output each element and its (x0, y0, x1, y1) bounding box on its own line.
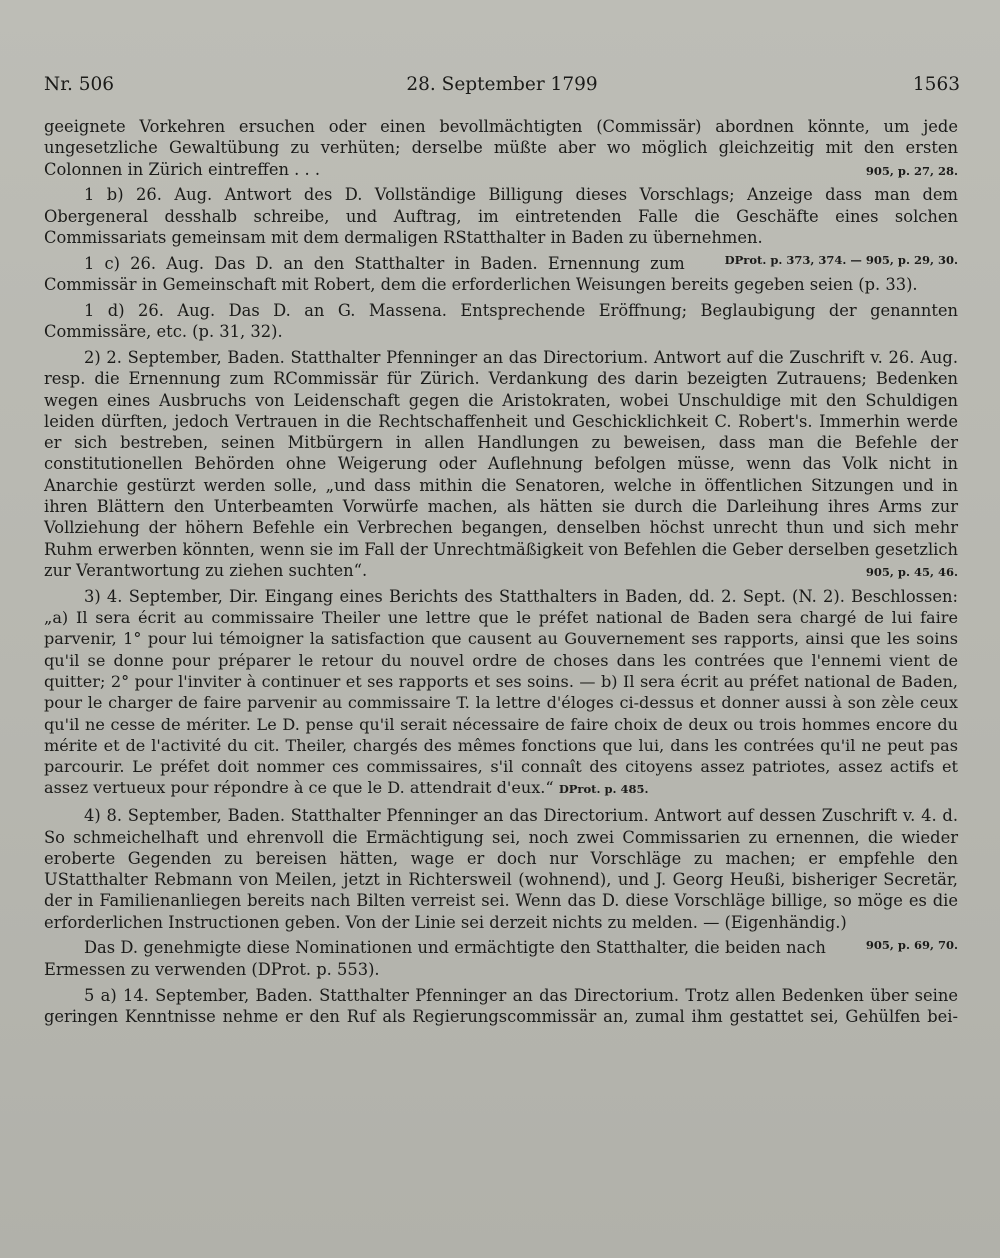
paragraph-3 (44, 586, 958, 801)
french-quotation: „a) Il sera écrit au commissaire Theiler une lettre que le préfet national de Baden sera chargé de lui faire parvenir, 1° pour lui témoigner la satisfaction que causent au Gouvernement ses rapports, ainsi que les soins qu'il se donne pour préparer le retour du nouvel ordre de choses dans les contrées que l'ennemi vient de quitter; 2° pour l'inviter à continuer et ses rapports et ses soins. — b) Il sera écrit au préfet national de Baden, pour le charger de faire parvenir au commissaire T. la lettre d'éloges ci-dessus et donner aussi à son zèle ceux qu'il ne cesse de mériter. Le D. pense qu'il serait nécessaire de faire choix de deux ou trois hommes encore du mérite et de l'activité du cit. Theiler, chargés des mêmes fonctions que lui, dans les contrées qu'il ne peut pas parcourir. Le préfet doit nommer ces commissaires, s'il connaît des citoyens assez patriotes, assez actifs et assez vertueux pour répondre à ce que le D. attendrait d'eux.“ (44, 608, 958, 798)
paragraph-lead: 3) 4. September, Dir. Eingang eines Berichts des Statthalters in Baden, dd. 2. Sept. (N. 2). Beschlossen: (84, 586, 958, 606)
page-header (44, 74, 960, 100)
source-reference: DProt. p. 373, 374. — 905, p. 29, 30. (724, 253, 958, 268)
paragraph-text: 1 b) 26. Aug. Antwort des D. Vollständige Billigung dieses Vorschlags; Anzeige dass man dem Obergeneral desshalb schreibe, und Auftrag, im eintretenden Falle die Geschäfte eines solchen Commissariats gemeinsam mit dem dermaligen RStatthalter in Baden zu übernehmen. (44, 185, 958, 247)
source-reference: DProt. p. 485. (558, 782, 649, 797)
document-number: Nr. 506 (44, 74, 115, 95)
paragraph-5a (44, 985, 958, 1028)
source-reference: 905, p. 45, 46. (865, 564, 958, 579)
paragraph-text: 1 c) 26. Aug. Das D. an den Statthalter in Baden. Ernennung zum Commissär in Gemeinschaft mit Robert, dem die erforderlichen Weisungen bereits gegeben seien (p. 33). (44, 253, 918, 295)
paragraph-2 (44, 347, 958, 581)
source-reference: 905, p. 69, 70. (865, 937, 958, 952)
paragraph-text: 4) 8. September, Baden. Statthalter Pfenninger an das Directorium. Antwort auf dessen Zuschrift v. 4. d. So schmeichelhaft und ehrenvoll die Ermächtigung sei, noch zwei Commissarien zu ernennen, die wieder eroberte Gegenden zu bereisen hätten, wage er doch nur Vorschläge zu machen; er empfehle den UStatthalter Rebmann von Meilen, jetzt in Richtersweil (wohnend), und J. Georg Heußi, bisheriger Secretär, der in Familienanliegen bereits nach Bilten verreist sei. Wenn das D. diese Vorschläge billige, so möge es die erforderlichen Instructionen geben. Von der Linie sei derzeit nichts zu melden. — (Eigenhändig.) (44, 806, 958, 932)
page-number: 1563 (912, 74, 960, 95)
paragraph-1d (44, 300, 958, 343)
source-reference: 905, p. 27, 28. (865, 163, 958, 178)
paragraph-text: Das D. genehmigte diese Nominationen und ermächtigte den Statthalter, die beiden nach Ermessen zu verwenden (DProt. p. 553). (44, 938, 826, 979)
paragraph-continuation (44, 116, 958, 180)
page-body (44, 116, 958, 1032)
paragraph-text: 1 d) 26. Aug. Das D. an G. Massena. Entsprechende Eröffnung; Beglaubigung der genannten Commissäre, etc. (p. 31, 32). (44, 300, 958, 342)
document-date: 28. September 1799 (406, 74, 598, 95)
paragraph-4-note (44, 937, 958, 980)
paragraph-4 (44, 805, 958, 952)
paragraph-text: 2) 2. September, Baden. Statthalter Pfenninger an das Directorium. Antwort auf die Zuschrift v. 26. Aug. resp. die Ernennung zum RCommissär für Zürich. Verdankung des darin bezeigten Zutrauens; Bedenken wegen eines Ausbruchs von Leidenschaft gegen die Aristokraten, wobei Unschuldige mit den Schuldigen leiden dürften, jedoch Vertrauen in die Rechtschaffenheit und Geschicklichkeit C. Robert's. Immerhin werde er sich bestreben, seinen Mitbürgern in allen Handlungen zu beweisen, dass man die Befehle der constitutionellen Behörden ohne Weigerung oder Auflehnung befolgen müsse, wenn das Volk nicht in Anarchie gestürzt werden solle, „und dass mithin die Senatoren, welche in öffentlichen Sitzungen und in ihren Blättern den Unterbeamten Vorwürfe machen, als hätten sie durch die Darleihung ihres Arms zur Vollziehung der höhern Befehle ein Verbrechen begangen, denselben höchst unrecht thun und sich mehr Ruhm erwerben könnten, wenn sie im Fall der Unrechtmäßigkeit von Befehlen die Geber derselben gesetzlich zur Verantwortung zu ziehen suchten“. (44, 347, 958, 580)
paragraph-1b (44, 184, 958, 268)
paragraph-text: 5 a) 14. September, Baden. Statthalter Pfenninger an das Directorium. Trotz allen Bedenken über seine geringen Kenntnisse nehme er den Ruf als Regierungscommissär an, zumal ihm gestattet sei, Gehülfen bei- (44, 985, 958, 1026)
paragraph-text: geeignete Vorkehren ersuchen oder einen bevollmächtigten (Commissär) abordnen könnte, um jede ungesetzliche Gewaltübung zu verhüten; derselbe müßte aber wo möglich gleichzeitig mit den ersten Colonnen in Zürich eintreffen . . . (44, 117, 958, 179)
